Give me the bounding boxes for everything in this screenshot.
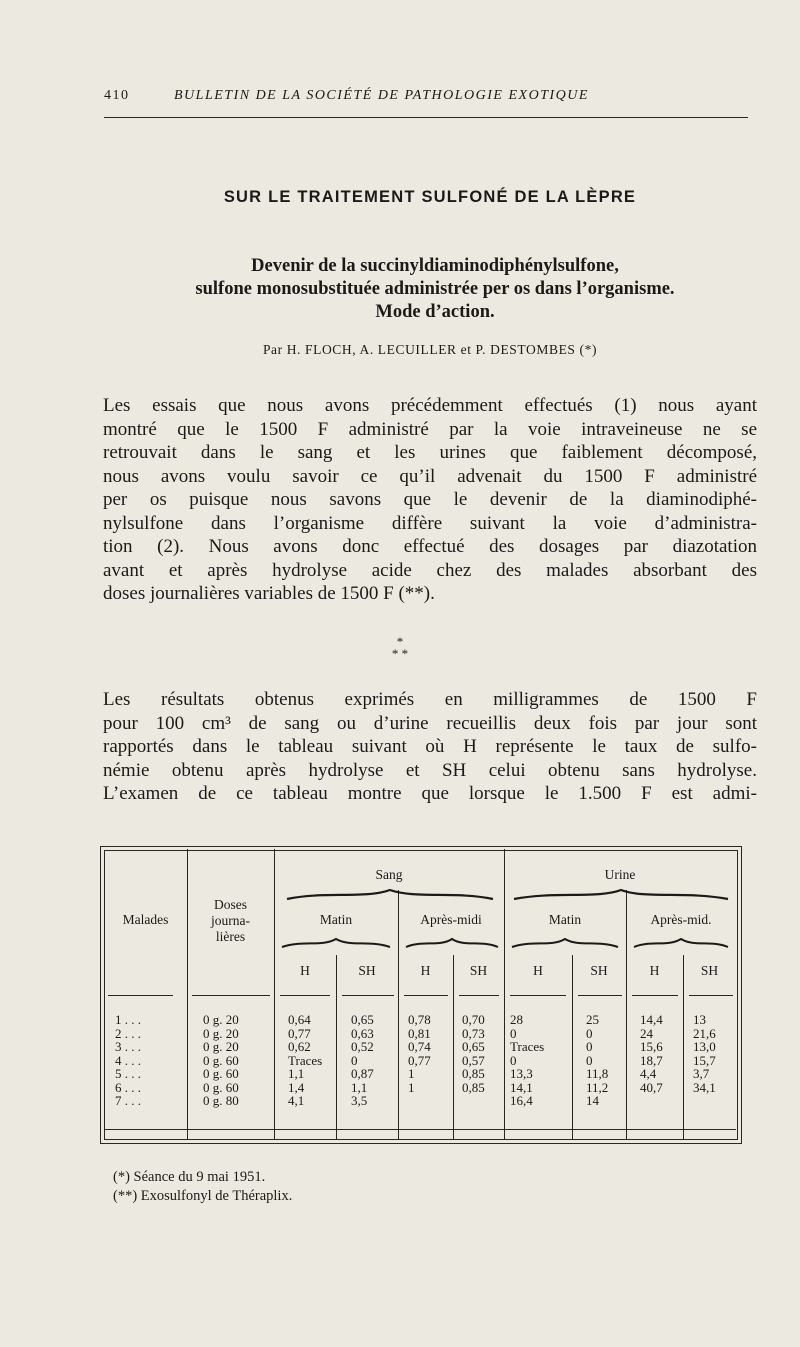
table-cell: 0,73 xyxy=(462,1025,485,1041)
table-cell: 0,65 xyxy=(462,1039,485,1054)
subtitle-line-2: sulfone monosubstituée administrée per os dans l’organisme. xyxy=(195,279,675,299)
header-sh: SH xyxy=(358,963,376,978)
table-cell: 0 xyxy=(586,1025,593,1041)
table-cell: 0,65 xyxy=(351,1012,374,1027)
table-rule xyxy=(104,1129,736,1130)
table-cell: 15,6 xyxy=(640,1039,663,1054)
table-cell: 1,4 xyxy=(288,1079,305,1095)
table-cell: 1 . . . xyxy=(115,1012,141,1027)
table-cell: 0 g. 60 xyxy=(203,1066,239,1081)
table-cell: 11,8 xyxy=(586,1066,609,1081)
column-urine-matin-h xyxy=(510,1013,544,1108)
paragraph-line: per os puisque nous savons que le devenir de la diaminodiphé- xyxy=(103,489,757,510)
table-cell: 3,5 xyxy=(351,1093,368,1108)
table-rule xyxy=(510,995,566,996)
article-title: SUR LE TRAITEMENT SULFONÉ DE LA LÈPRE xyxy=(223,188,637,206)
table-rule xyxy=(632,995,678,996)
table-cell: 18,7 xyxy=(640,1052,663,1068)
column-sang-am-h xyxy=(408,1013,431,1094)
table-cell: 0,74 xyxy=(408,1039,431,1054)
table-cell: 0 g. 20 xyxy=(203,1025,239,1041)
article-subtitle xyxy=(90,255,780,324)
brace-sang-apres-midi xyxy=(404,937,500,949)
table-cell: 40,7 xyxy=(640,1079,663,1095)
paragraph-line: némie obtenu après hydrolyse et SH celui obtenu sans hydrolyse. xyxy=(103,759,757,781)
header-malades: Malades xyxy=(122,912,169,927)
header-urine: Urine xyxy=(604,867,636,882)
footnote-1: (*) Séance du 9 mai 1951. xyxy=(113,1169,266,1185)
paragraph-1 xyxy=(103,394,757,606)
table-rule xyxy=(192,995,270,996)
table-cell: 24 xyxy=(640,1025,653,1041)
table-cell: 34,1 xyxy=(693,1079,716,1095)
table-cell: 13,0 xyxy=(693,1039,716,1054)
table-cell: 0 g. 80 xyxy=(203,1093,239,1108)
header-urine-matin: Matin xyxy=(548,912,582,927)
table-cell: 5 . . . xyxy=(115,1066,141,1081)
table-cell: Traces xyxy=(288,1052,323,1068)
table-rule xyxy=(459,995,499,996)
table-cell: 25 xyxy=(586,1012,599,1027)
table-cell: 0 xyxy=(510,1025,517,1041)
table-cell: 4,4 xyxy=(640,1066,657,1081)
table-rule xyxy=(578,995,622,996)
table-cell: 0,62 xyxy=(288,1039,311,1054)
paragraph-line: nylsulfone dans l’organisme diffère suivant la voie d’administra- xyxy=(103,512,757,534)
paragraph-line: pour 100 cm³ de sang ou d’urine recueillis deux fois par jour sont xyxy=(103,712,757,734)
table-cell: 0,64 xyxy=(288,1012,311,1027)
brace-urine-matin xyxy=(510,937,620,949)
asterism-top: * xyxy=(396,634,404,649)
table-cell: 4,1 xyxy=(288,1093,305,1108)
header-sang: Sang xyxy=(375,867,403,882)
column-urine-am-sh xyxy=(693,1013,716,1094)
table-cell: 0,52 xyxy=(351,1039,374,1054)
table-rule xyxy=(404,995,448,996)
table-cell: 16,4 xyxy=(510,1093,533,1108)
header-sang-matin: Matin xyxy=(319,912,353,927)
page-number: 410 xyxy=(104,88,130,103)
table-cell: 1,1 xyxy=(351,1079,368,1095)
table-cell: 0,77 xyxy=(408,1052,431,1068)
table-cell: 3 . . . xyxy=(115,1039,141,1054)
paragraph-line: L’examen de ce tableau montre que lorsque le 1.500 F est admi- xyxy=(103,783,757,804)
paragraph-line: nous avons voulu savoir ce qu’il advenait du 1500 F administré xyxy=(103,465,757,487)
paragraph-line: retrouvait dans le sang et les urines que faiblement décomposé, xyxy=(103,442,757,463)
table-cell: 0 xyxy=(351,1052,358,1068)
table-rule xyxy=(342,995,394,996)
column-doses xyxy=(203,1013,239,1108)
table-cell: 0,70 xyxy=(462,1012,485,1027)
column-sang-matin-sh xyxy=(351,1013,374,1108)
header-sang-apres-midi: Après-midi xyxy=(420,912,482,927)
paragraph-line: montré que le 1500 F administré par la voie intraveineuse ne se xyxy=(103,418,757,440)
subtitle-line-1: Devenir de la succinyldiaminodiphénylsulfone, xyxy=(251,256,619,276)
header-h: H xyxy=(533,963,543,978)
table-cell: 0 g. 60 xyxy=(203,1052,239,1068)
table-cell: 28 xyxy=(510,1012,523,1027)
paragraph-line: Les essais que nous avons précédemment effectués (1) nous ayant xyxy=(103,395,757,416)
table-cell: 0,81 xyxy=(408,1025,431,1041)
running-head xyxy=(104,88,748,110)
header-doses xyxy=(187,897,274,945)
table-cell: 15,7 xyxy=(693,1052,716,1068)
journal-title: BULLETIN DE LA SOCIÉTÉ DE PATHOLOGIE EXOTIQUE xyxy=(174,88,589,103)
table-cell: 13 xyxy=(693,1012,706,1027)
header-doses-line: lières xyxy=(215,929,246,944)
header-doses-line: Doses xyxy=(214,897,247,912)
table-cell: Traces xyxy=(510,1039,545,1054)
paragraph-line: Les résultats obtenus exprimés en milligrammes de 1500 F xyxy=(103,689,757,710)
header-rule xyxy=(104,117,748,118)
header-sh: SH xyxy=(590,963,608,978)
footnotes xyxy=(113,1168,292,1206)
subtitle-line-3: Mode d’action. xyxy=(375,302,495,322)
table-rule xyxy=(187,849,188,1139)
brace-sang-matin xyxy=(280,937,392,949)
table-cell: 0,77 xyxy=(288,1025,311,1041)
section-asterism xyxy=(0,636,800,660)
table-cell: 1 xyxy=(408,1066,415,1081)
header-doses-line: journa- xyxy=(211,913,250,928)
table-cell: 0 xyxy=(586,1052,593,1068)
table-cell: 21,6 xyxy=(693,1025,716,1041)
table-cell: 7 . . . xyxy=(115,1093,141,1108)
table-cell: 0,87 xyxy=(351,1066,374,1081)
table-cell: 0,85 xyxy=(462,1079,485,1095)
table-cell: 0,63 xyxy=(351,1025,374,1041)
paragraph-line: rapportés dans le tableau suivant où H représente le taux de sulfo- xyxy=(103,736,757,757)
table-cell: 14 xyxy=(586,1093,599,1108)
header-h: H xyxy=(420,963,431,978)
table-rule xyxy=(689,995,733,996)
table-cell: 3,7 xyxy=(693,1066,710,1081)
footnote-2: (**) Exosulfonyl de Théraplix. xyxy=(113,1188,293,1204)
table-rule xyxy=(280,995,330,996)
table-cell: 14,4 xyxy=(640,1012,663,1027)
table-cell: 0,57 xyxy=(462,1052,485,1068)
author-line: Par H. FLOCH, A. LECUILLER et P. DESTOMBES (*) xyxy=(262,342,598,357)
paragraph-2 xyxy=(103,688,757,806)
table-cell: 0 g. 20 xyxy=(203,1039,239,1054)
column-sang-matin-h xyxy=(288,1013,322,1108)
brace-urine-apres-mid xyxy=(632,937,730,949)
table-rule xyxy=(683,955,684,1139)
header-sh: SH xyxy=(700,963,719,978)
brace-urine xyxy=(512,888,730,902)
header-sh: SH xyxy=(469,963,488,978)
table-rule xyxy=(453,955,454,1139)
table-cell: 0 xyxy=(586,1039,593,1054)
table-cell: 11,2 xyxy=(586,1079,609,1095)
header-urine-apres-mid: Après-mid. xyxy=(650,912,712,927)
table-rule xyxy=(108,995,173,996)
table-cell: 0,85 xyxy=(462,1066,485,1081)
table-rule xyxy=(504,849,505,1139)
table-cell: 0 g. 20 xyxy=(203,1012,239,1027)
table-cell: 4 . . . xyxy=(115,1052,141,1068)
table-cell: 2 . . . xyxy=(115,1025,141,1041)
column-urine-am-h xyxy=(640,1013,663,1094)
brace-sang xyxy=(285,888,495,902)
header-h: H xyxy=(649,963,660,978)
column-malades xyxy=(115,1013,141,1108)
paragraph-line: tion (2). Nous avons donc effectué des dosages par diazotation xyxy=(103,536,757,557)
table-cell: 14,1 xyxy=(510,1079,533,1095)
column-sang-am-sh xyxy=(462,1013,485,1094)
table-cell: 1,1 xyxy=(288,1066,305,1081)
paragraph-line: avant et après hydrolyse acide chez des malades absorbant des xyxy=(103,559,757,581)
table-cell: 1 xyxy=(408,1079,415,1095)
table-cell: 0 g. 60 xyxy=(203,1079,239,1095)
column-urine-matin-sh xyxy=(586,1013,608,1108)
table-cell: 0 xyxy=(510,1052,517,1068)
table-rule xyxy=(336,955,337,1139)
header-h: H xyxy=(300,963,310,978)
table-cell: 6 . . . xyxy=(115,1079,141,1095)
table-cell: 13,3 xyxy=(510,1066,533,1081)
paragraph-line: doses journalières variables de 1500 F (**). xyxy=(103,583,435,604)
table-rule xyxy=(274,849,275,1139)
asterism-bottom: * * xyxy=(391,646,409,661)
table-rule xyxy=(572,955,573,1139)
table-cell: 0,78 xyxy=(408,1012,431,1027)
